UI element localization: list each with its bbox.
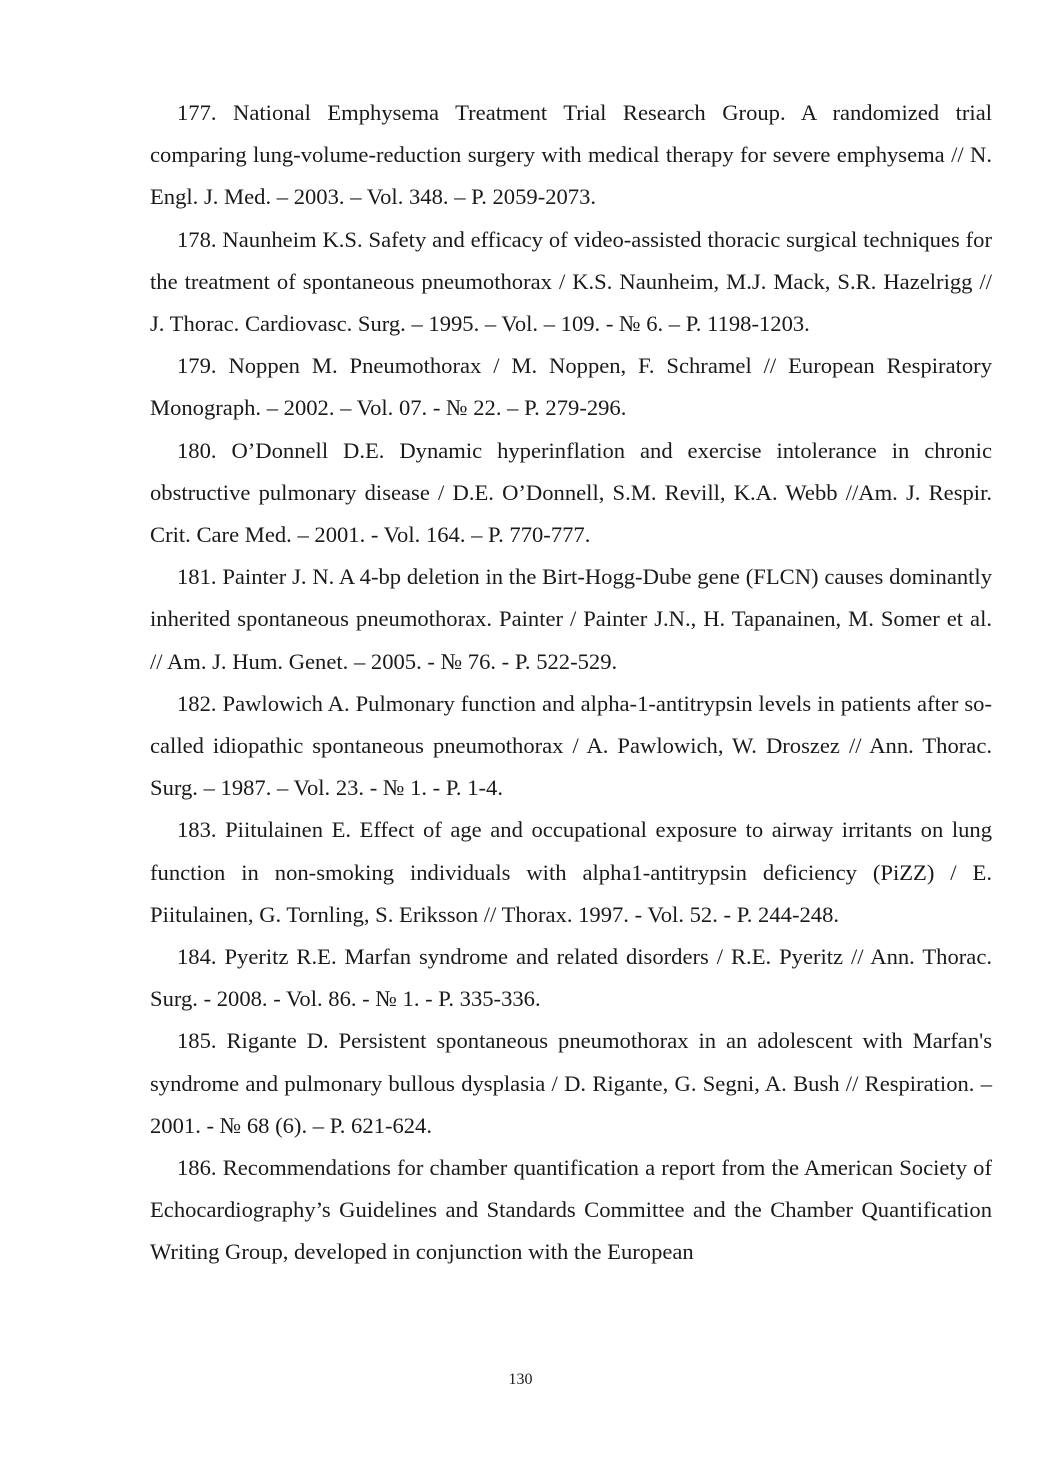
reference-183: 183. Piitulainen E. Effect of age and occupational exposure to airway irritants on lung function in non-smoking individuals with alpha1-antitrypsin deficiency (PiZZ) / E. Piitulainen, G. Tornling, S. Eriksson // Thorax. 1997. - Vol. 52. - P. 244-248. (150, 817, 992, 927)
reference-181: 181. Painter J. N. A 4-bp deletion in the Birt-Hogg-Dube gene (FLCN) causes dominantly inherited spontaneous pneumothorax. Painter / Painter J.N., H. Tapanainen, M. Somer et al. // Am. J. Hum. Genet. – 2005. - № 76. - P. 522-529. (150, 564, 992, 674)
reference-179: 179. Noppen M. Pneumothorax / M. Noppen, F. Schramel // European Respiratory Monograph. – 2002. – Vol. 07. - № 22. – P. 279-296. (150, 353, 992, 421)
page-number: 130 (508, 1371, 533, 1388)
reference-180: 180. O’Donnell D.E. Dynamic hyperinflation and exercise intolerance in chronic obstructive pulmonary disease / D.E. O’Donnell, S.M. Revill, K.A. Webb //Am. J. Respir. Crit. Care Med. – 2001. - Vol. 164. – P. 770-777. (150, 437, 992, 548)
reference-186: 186. Recommendations for chamber quantification a report from the American Society of Echocardiography’s Guidelines and Standards Committee and the Chamber Quantification Writing Group, developed in conjunction with the European (150, 1155, 992, 1265)
reference-178: 178. Naunheim K.S. Safety and efficacy of video-assisted thoracic surgical techniques for the treatment of spontaneous pneumothorax / K.S. Naunheim, M.J. Mack, S.R. Hazelrigg // J. Thorac. Cardiovasc. Surg. – 1995. – Vol. – 109. - № 6. – P. 1198-1203. (150, 226, 992, 337)
reference-177: 177. National Emphysema Treatment Trial Research Group. A randomized trial comparing lung-volume-reduction surgery with medical therapy for severe emphysema // N. Engl. J. Med. – 2003. – Vol. 348. – P. 2059-2073. (150, 100, 992, 210)
reference-184: 184. Pyeritz R.E. Marfan syndrome and related disorders / R.E. Pyeritz // Ann. Thorac. Surg. - 2008. - Vol. 86. - № 1. - P. 335-336. (150, 944, 992, 1012)
reference-182: 182. Pawlowich A. Pulmonary function and alpha-1-antitrypsin levels in patients after so-called idiopathic spontaneous pneumothorax / A. Pawlowich, W. Droszez // Ann. Thorac. Surg. – 1987. – Vol. 23. - № 1. - P. 1-4. (150, 690, 992, 801)
reference-185: 185. Rigante D. Persistent spontaneous pneumothorax in an adolescent with Marfan's syndrome and pulmonary bullous dysplasia / D. Rigante, G. Segni, A. Bush // Respiration. – 2001. - № 68 (6). – P. 621-624. (150, 1028, 992, 1138)
reference-list (150, 92, 992, 1274)
